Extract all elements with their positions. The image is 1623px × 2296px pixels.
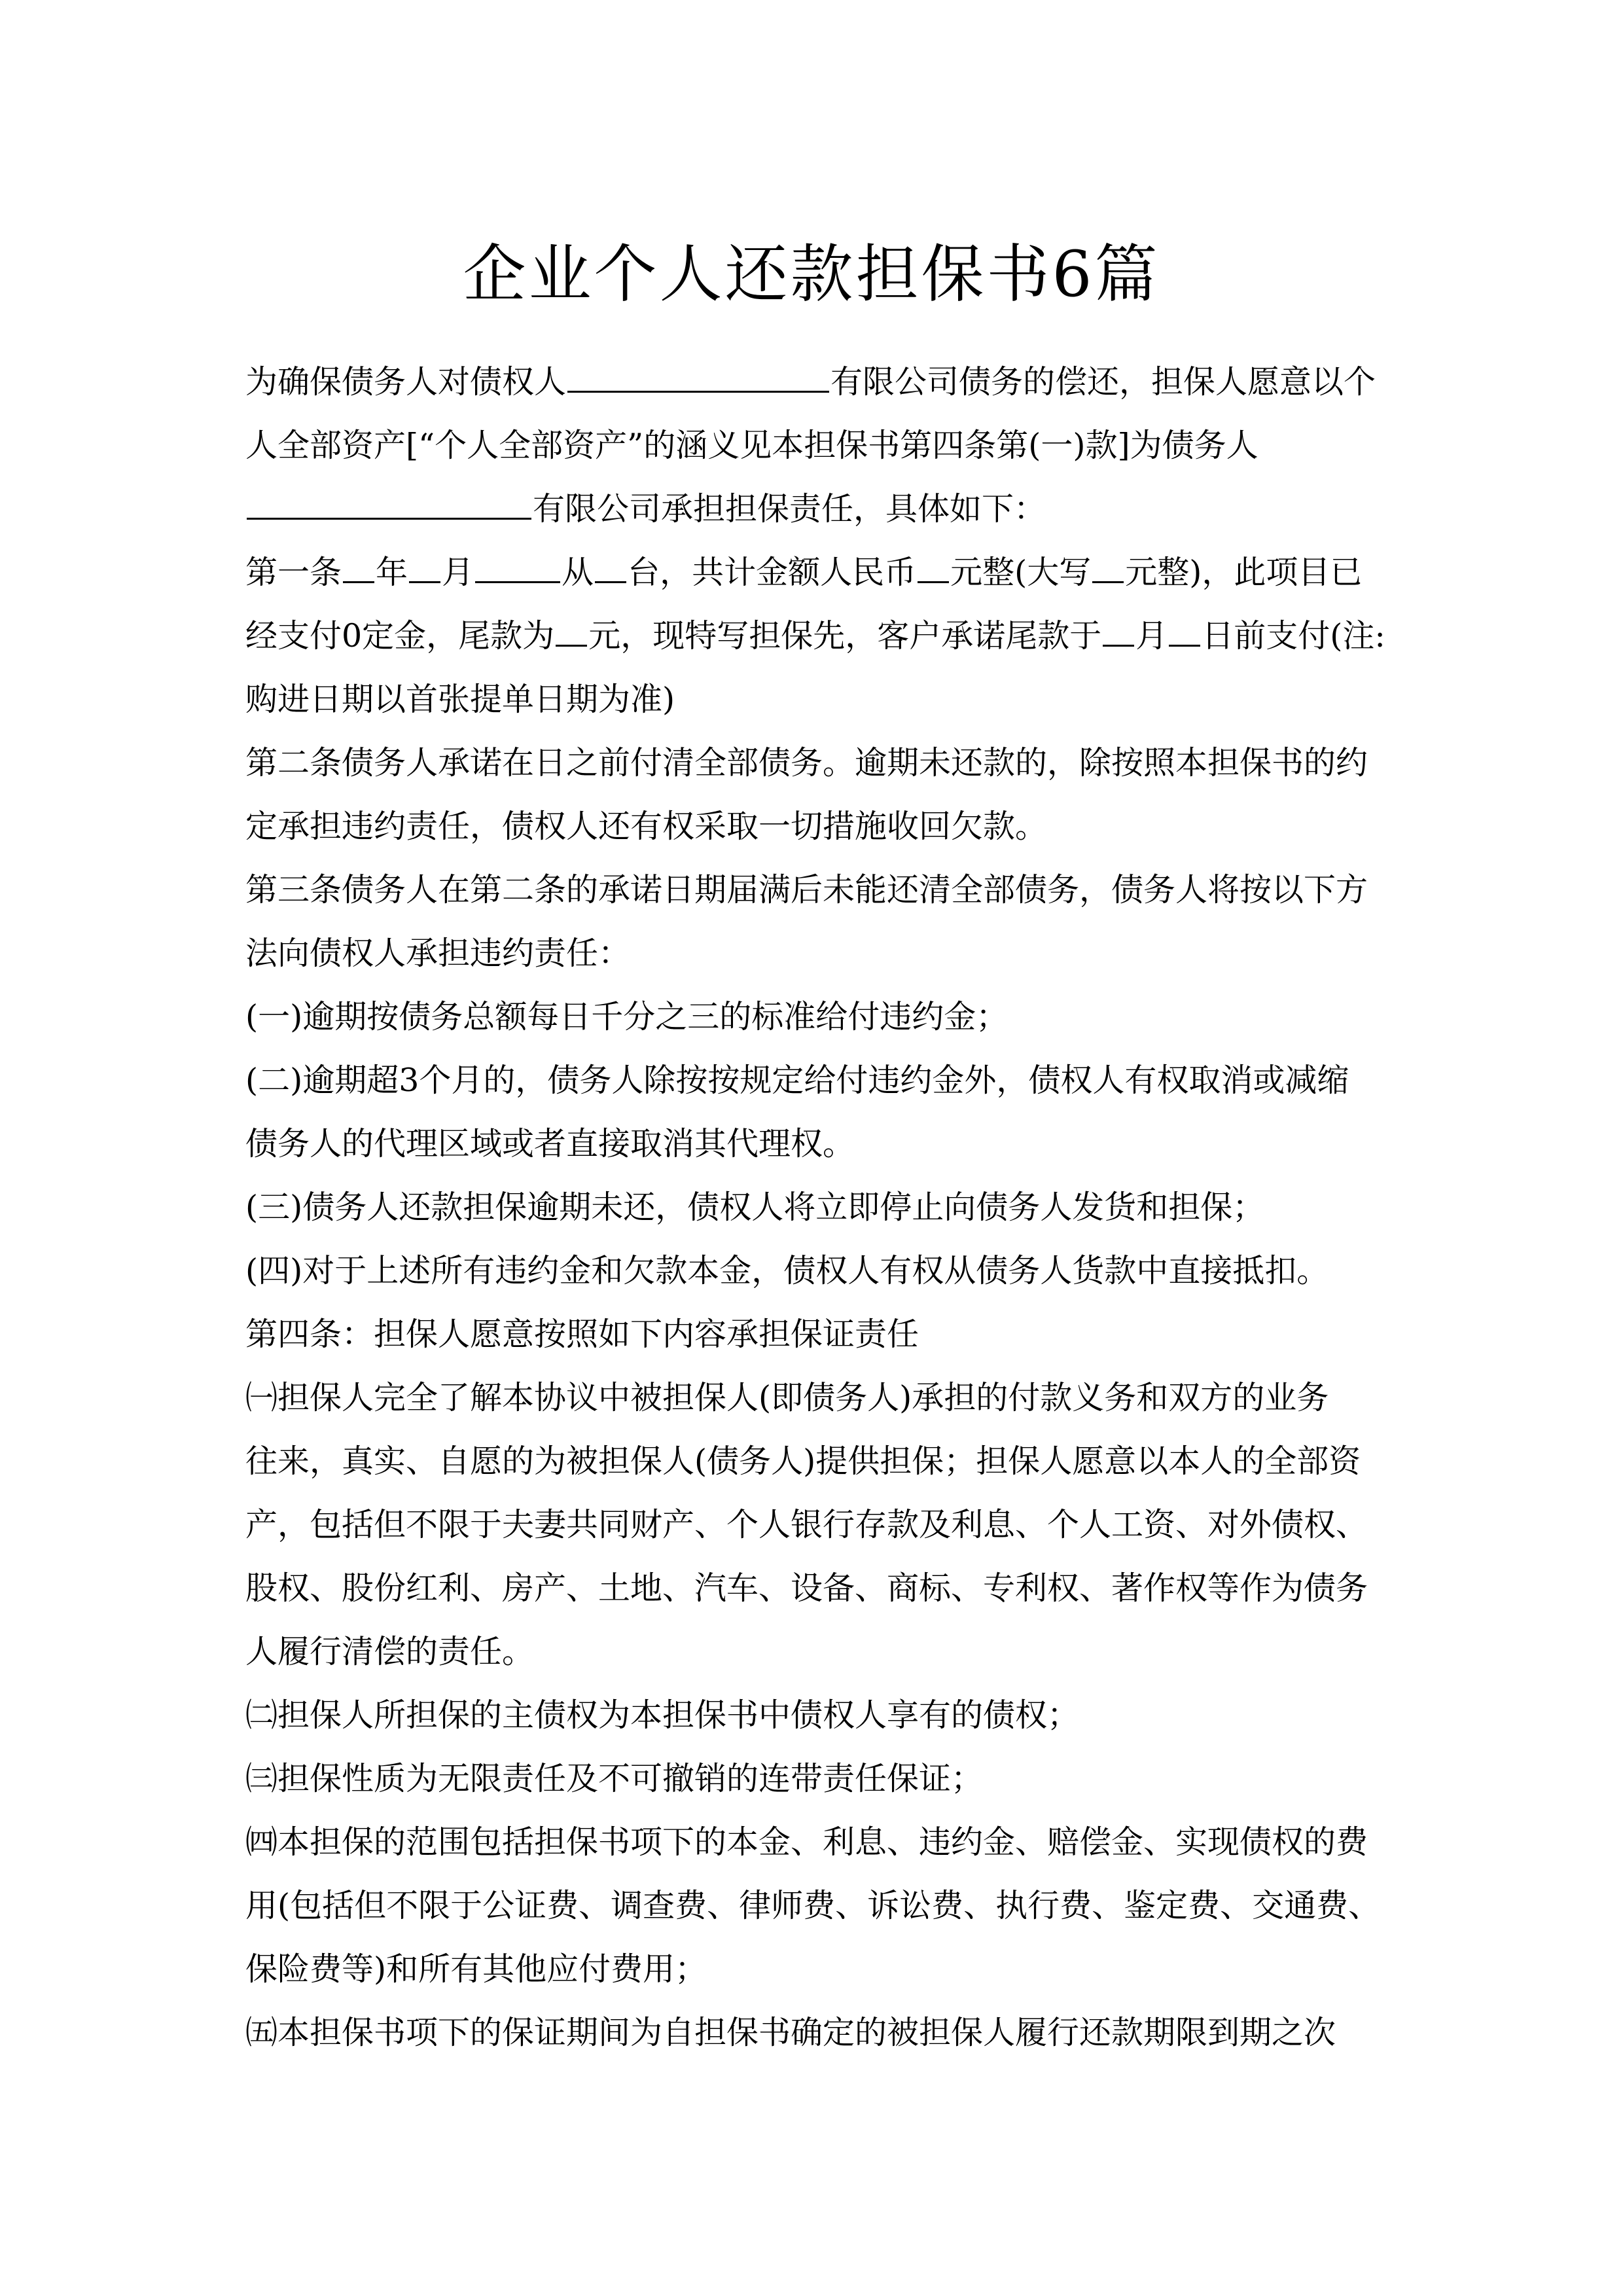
paragraph-line [245, 795, 1397, 858]
paragraph-line [245, 1239, 1397, 1302]
text-run: 购进日期以首张提单日期为准) [245, 681, 675, 718]
text-run: 债务人的代理区域或者直接取消其代理权。 [245, 1125, 855, 1162]
fill-in-blank [567, 353, 829, 393]
text-run: 台，共计金额人民币 [628, 554, 917, 591]
paragraph-line [245, 1556, 1397, 1620]
text-run: 往来，真实、自愿的为被担保人(债务人)提供担保；担保人愿意以本人的全部资 [245, 1443, 1361, 1480]
fill-in-blank [918, 543, 949, 583]
text-run: 第四条：担保人愿意按照如下内容承担保证责任 [245, 1316, 919, 1353]
paragraph-line [245, 858, 1397, 922]
text-run: (一)逾期按债务总额每日千分之三的标准给付违约金； [245, 998, 1008, 1035]
text-run: ㈣本担保的范围包括担保书项下的本金、利息、违约金、赔偿金、实现债权的费 [245, 1823, 1368, 1861]
fill-in-blank [409, 543, 440, 583]
paragraph-line [245, 668, 1397, 731]
paragraph-line [245, 1874, 1397, 1937]
paragraph-line [245, 1366, 1397, 1429]
text-run: (四)对于上述所有违约金和欠款本金，债权人有权从债务人货款中直接抵扣。 [245, 1252, 1329, 1289]
paragraph-line [245, 541, 1397, 604]
paragraph-line [245, 1429, 1397, 1493]
text-run: 月 [442, 554, 474, 591]
text-run: 人履行清偿的责任。 [245, 1633, 535, 1670]
text-run: (二)逾期超3个月的，债务人除按按规定给付违约金外，债权人有权取消或减缩 [245, 1062, 1349, 1099]
text-run: 日前支付(注: [1202, 617, 1385, 655]
paragraph-line [245, 1810, 1397, 1874]
paragraph-line [245, 1302, 1397, 1366]
paragraph-line [245, 604, 1397, 668]
document-body [245, 350, 1397, 2064]
text-run: ㈤本担保书项下的保证期间为自担保书确定的被担保人履行还款期限到期之次 [245, 2014, 1336, 2051]
text-run: 有限公司债务的偿还，担保人愿意以个 [830, 363, 1376, 401]
paragraph-line [245, 414, 1397, 477]
fill-in-blank [475, 543, 560, 583]
text-run: 定承担违约责任，债权人还有权采取一切措施收回欠款。 [245, 808, 1048, 845]
text-run: 有限公司承担担保责任，具体如下： [533, 490, 1046, 528]
text-run: 月 [1135, 617, 1168, 655]
text-run: 第三条债务人在第二条的承诺日期届满后未能还清全部债务，债务人将按以下方 [245, 871, 1368, 908]
fill-in-blank [1103, 607, 1134, 647]
text-run: ㈠担保人完全了解本协议中被担保人(即债务人)承担的付款义务和双方的业务 [245, 1379, 1329, 1416]
text-run: 保险费等)和所有其他应付费用； [245, 1950, 707, 1988]
fill-in-blank [343, 543, 374, 583]
text-run: 年 [376, 554, 408, 591]
paragraph-line [245, 1747, 1397, 1810]
paragraph-line [245, 477, 1397, 541]
fill-in-blank [595, 543, 626, 583]
paragraph-line [245, 731, 1397, 795]
fill-in-blank [1092, 543, 1124, 583]
paragraph-line [245, 1049, 1397, 1112]
text-run: 元整(大写 [950, 554, 1092, 591]
text-run: 第二条债务人承诺在日之前付清全部债务。逾期未还款的，除按照本担保书的约 [245, 744, 1368, 781]
paragraph-line [245, 1175, 1397, 1239]
text-run: 第一条 [245, 554, 342, 591]
text-run: 用(包括但不限于公证费、调查费、律师费、诉讼费、执行费、鉴定费、交通费、 [245, 1887, 1381, 1924]
document-title: 企业个人还款担保书6篇 [463, 238, 1160, 312]
text-run: ㈡担保人所担保的主债权为本担保书中债权人享有的债权； [245, 1696, 1080, 1734]
text-run: 法向债权人承担违约责任： [245, 935, 631, 972]
text-run: 从 [562, 554, 594, 591]
fill-in-blank [1169, 607, 1200, 647]
text-run: 元，现特写担保先，客户承诺尾款于 [588, 617, 1102, 655]
paragraph-line [245, 922, 1397, 985]
paragraph-line [245, 2001, 1397, 2064]
fill-in-blank [247, 480, 531, 520]
paragraph-line [245, 985, 1397, 1049]
paragraph-line [245, 1112, 1397, 1175]
text-run: 人全部资产[“个人全部资产”的涵义见本担保书第四条第(一)款]为债务人 [245, 427, 1258, 464]
text-run: 股权、股份红利、房产、土地、汽车、设备、商标、专利权、著作权等作为债务 [245, 1570, 1368, 1607]
text-run: ㈢担保性质为无限责任及不可撤销的连带责任保证； [245, 1760, 984, 1797]
fill-in-blank [556, 607, 587, 647]
text-run: 产，包括但不限于夫妻共同财产、个人银行存款及利息、个人工资、对外债权、 [245, 1506, 1368, 1543]
paragraph-line [245, 1937, 1397, 2001]
text-run: 为确保债务人对债权人 [245, 363, 567, 401]
paragraph-line [245, 1620, 1397, 1683]
text-run: (三)债务人还款担保逾期未还，债权人将立即停止向债务人发货和担保； [245, 1189, 1265, 1226]
text-run: 经支付0定金，尾款为 [245, 617, 555, 655]
paragraph-line [245, 1493, 1397, 1556]
text-run: 元整)，此项目已 [1125, 554, 1363, 591]
paragraph-line [245, 350, 1397, 414]
paragraph-line [245, 1683, 1397, 1747]
